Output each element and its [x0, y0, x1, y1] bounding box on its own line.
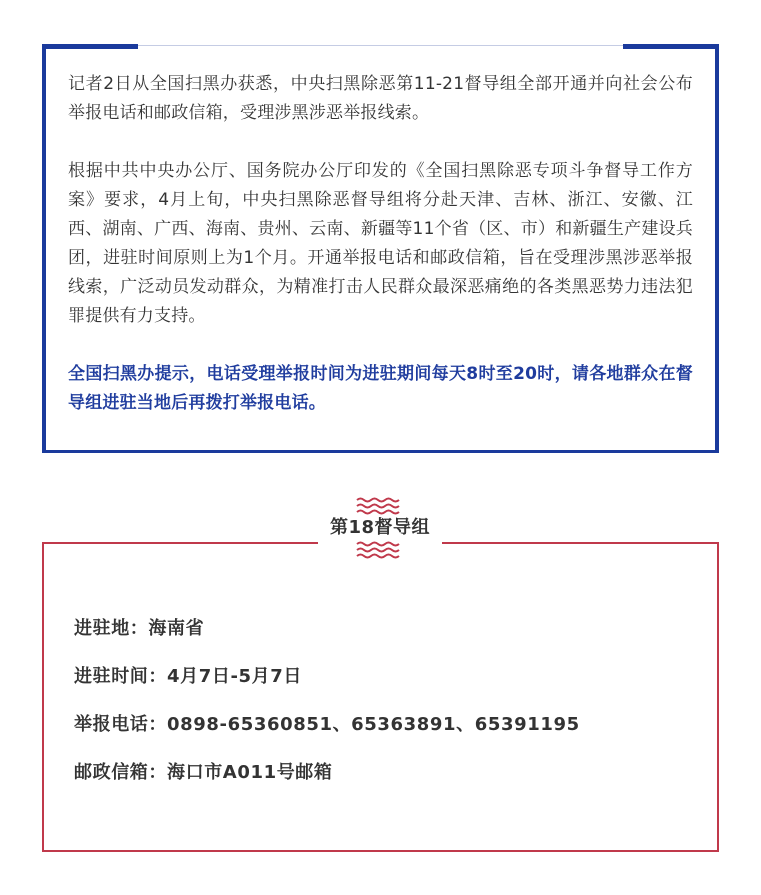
phone-row: 举报电话：0898-65360851、65363891、65391195	[74, 714, 580, 735]
group-title-badge	[318, 495, 442, 561]
frame-corner-top-left	[42, 44, 138, 49]
notice-paragraph: 记者2日从全国扫黑办获悉，中央扫黑除恶第11-21督导组全部开通并向社会公布举报电话和邮政信箱，受理涉黑涉恶举报线索。	[68, 74, 693, 123]
location-row: 进驻地：海南省	[74, 618, 205, 639]
group-info	[74, 616, 694, 786]
frame-bottom	[42, 450, 719, 453]
group-title: 第18督导组	[329, 517, 431, 538]
wave-decoration-icon	[341, 495, 419, 517]
frame-left	[42, 44, 46, 453]
wave-decoration-icon	[341, 539, 419, 561]
frame-corner-top-right	[623, 44, 719, 49]
notice-paragraph: 根据中共中央办公厅、国务院办公厅印发的《全国扫黑除恶专项斗争督导工作方案》要求，4月上旬，中央扫黑除恶督导组将分赴天津、吉林、浙江、安徽、江西、湖南、广西、海南、贵州、云南、新疆等11个省（区、市）和新疆生产建设兵团，进驻时间原则上为1个月。开通举报电话和邮政信箱，旨在受理涉黑涉恶举报线索，广泛动员发动群众，为精准打击人民群众最深恶痛绝的各类黑恶势力违法犯罪提供有力支持。	[68, 161, 693, 326]
notice-content	[68, 70, 693, 418]
notice-highlight: 全国扫黑办提示，电话受理举报时间为进驻期间每天8时至20时，请各地群众在督导组进驻当地后再拨打举报电话。	[68, 364, 693, 413]
frame-right	[715, 44, 719, 453]
frame-top-line	[138, 45, 623, 46]
period-row: 进驻时间：4月7日-5月7日	[74, 666, 302, 687]
mailbox-row: 邮政信箱：海口市A011号邮箱	[74, 762, 333, 783]
